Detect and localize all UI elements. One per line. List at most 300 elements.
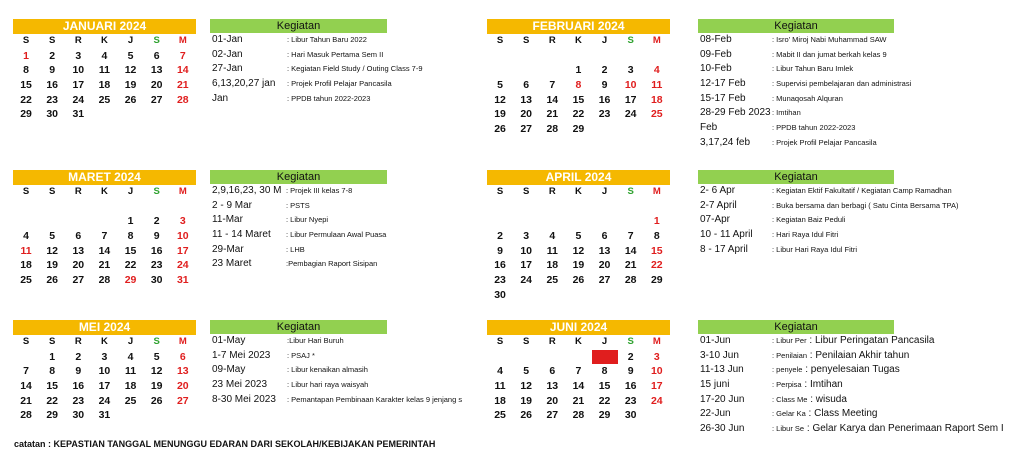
activity-date: 8-30 Mei 2023 [212,393,276,405]
day-cell: 23 [150,259,163,272]
day-cell: 26 [124,93,137,106]
day-cell: 7 [575,365,582,378]
day-cell: 7 [627,230,634,243]
activity-desc-text: : Projek Profil Pelajar Pancasila [772,137,877,147]
activity-desc [772,92,843,107]
activity-date: 2 - 9 Mar [212,199,253,211]
day-cell: 15 [572,93,585,106]
weekday-label: J [127,186,134,197]
kegiatan-header: Kegiatan [698,19,894,33]
spacer-cell [644,200,670,215]
activity-desc [287,92,370,107]
day-cell: 6 [153,49,160,62]
day-cell: 16 [624,380,637,393]
day-cell: 20 [598,259,611,272]
weekday-label: K [101,336,108,347]
activity-row [210,334,387,349]
day-cell: 28 [176,93,189,106]
activity-row [698,62,894,77]
day-cell: 21 [20,394,32,407]
activity-desc-text: : Libur kenaikan almasih [287,365,368,375]
day-cell: 18 [546,259,559,272]
activity-desc [287,378,368,393]
day-cell: 17 [72,79,85,92]
day-cell: 20 [546,394,559,407]
day-cell: 1 [49,350,56,363]
activity-date: 15 juni [700,379,730,391]
day-cell: 2 [75,350,82,363]
weekday-label: K [575,186,582,197]
day-cell: 29 [598,409,611,422]
activity-date: 15-17 Feb [700,92,746,104]
activity-desc [772,106,801,121]
day-cell: 12 [46,244,59,257]
activity-desc-overlay: : Gelar Karya dan Penerimaan Raport Sem I [804,423,1004,435]
activity-desc [772,378,843,393]
day-cell: 22 [124,259,137,272]
weekday-label: S [523,336,530,347]
day-cell: 25 [546,274,559,287]
weekday-label: S [496,336,504,347]
activity-row [210,48,387,63]
day-cell: 10 [650,365,663,378]
day-cell: 5 [49,230,56,243]
activity-row [210,228,387,243]
kegiatan-maret [210,170,387,272]
activity-desc-text: : Libur Nyepi [286,215,329,225]
activity-desc-text: : Hari Masuk Pertama Sem II [287,49,384,59]
activity-row [698,77,912,92]
activity-date: 11-13 Jun [700,364,744,376]
day-cell: 25 [650,108,663,121]
activity-desc-text: : Kegiatan Ektif Fakultatif / Kegiatan Camp Ramadhan [772,186,952,195]
activity-row [210,184,387,199]
activity-desc [287,349,315,364]
activity-date: 1-7 Mei 2023 [212,349,271,361]
day-cell: 15 [650,244,663,257]
activity-desc-text: : Penilaian [772,350,808,360]
activity-desc-text: : Mabit II dan jumat berkah kelas 9 [772,49,887,59]
weekday-label: S [49,35,56,46]
day-cell: 2 [601,64,608,77]
day-cell: 8 [575,79,582,92]
empty-cell [487,350,513,365]
day-cell: 30 [624,409,637,422]
activity-date: 10-Feb [700,63,732,75]
weekday-label: S [627,336,634,347]
activity-desc-text: :Libur Hari Buruh [287,336,344,345]
day-cell: 29 [650,274,663,287]
day-cell: 9 [75,365,82,378]
day-cell: 19 [572,259,585,272]
day-cell: 1 [592,350,618,365]
kegiatan-juni [698,320,1004,437]
day-cell: 26 [494,123,506,136]
day-cell: 15 [124,244,137,257]
activity-desc [772,228,838,243]
day-cell: 20 [72,259,85,272]
empty-cell [91,214,117,229]
weekday-label: K [575,35,582,46]
day-cell: 22 [598,394,611,407]
activity-desc-overlay: : Penilaian Akhir tahun [807,349,910,361]
empty-cell [487,214,513,229]
day-cell: 27 [72,274,85,287]
activity-row [698,106,894,121]
weekday-label: R [548,186,556,197]
day-cell: 28 [624,274,637,287]
weekday-label: R [548,336,556,347]
day-cell: 19 [520,394,533,407]
day-cell: 13 [598,244,611,257]
day-cell: 24 [520,274,533,287]
day-cell: 27 [150,93,163,106]
activity-desc-text: : Pemantapan Pembinaan Karakter kelas 9 jenjang s [287,394,463,404]
activity-date: 28-29 Feb 2023 [700,107,771,119]
activity-desc [286,243,305,258]
weekday-label: R [74,186,82,197]
day-cell: 23 [624,394,637,407]
empty-cell [13,214,39,229]
activity-desc-text: : Imtihan [772,108,801,118]
day-cell: 18 [494,394,506,407]
spacer-cell [618,49,644,64]
spacer-cell [487,49,513,64]
activity-date: 01-May [212,335,246,346]
day-cell: 25 [20,274,32,287]
calendar-grid [487,335,670,423]
day-cell: 17 [520,259,533,272]
calendar-grid [13,185,196,288]
activity-row [698,363,900,378]
spacer-cell [618,200,644,215]
day-cell: 8 [23,64,29,77]
activity-row [210,92,387,107]
activity-desc [772,213,845,228]
day-cell: 13 [150,64,163,77]
activity-desc [772,393,847,408]
day-cell: 25 [98,93,111,106]
activity-desc-overlay: : wisuda [807,393,847,405]
activity-desc-overlay: : Class Meeting [805,408,878,420]
day-cell: 8 [127,230,134,243]
day-cell: 30 [150,274,163,287]
activity-desc [772,422,1004,437]
weekday-label: K [101,186,108,197]
day-cell: 30 [494,288,506,301]
activity-date: 2-7 April [700,199,737,211]
weekday-label: S [153,336,160,347]
day-cell: 20 [520,108,533,121]
day-cell: 14 [98,244,111,257]
activity-date: 09-Feb [700,48,732,60]
activity-row [698,48,894,63]
day-cell: 24 [72,93,85,106]
day-cell: 12 [150,365,163,378]
weekday-label: S [153,35,160,46]
day-cell: 6 [179,350,186,363]
activity-row [698,334,935,349]
activity-date: 02-Jan [212,48,243,60]
weekday-label: J [601,35,608,46]
weekday-label: S [627,35,634,46]
day-cell: 21 [572,394,585,407]
weekday-label: S [496,35,504,46]
day-cell: 9 [627,365,634,378]
activity-date: 23 Maret [212,258,252,270]
activity-desc-text: : Libur Tahun Baru 2022 [287,35,367,44]
day-cell: 15 [598,380,611,393]
calendar-januari [13,19,196,122]
day-cell: 15 [46,380,59,393]
day-cell: 17 [624,93,637,106]
day-cell: 11 [125,365,137,378]
weekday-label: K [575,336,582,347]
day-cell: 22 [572,108,585,121]
day-cell: 1 [653,215,660,228]
day-cell: 16 [598,93,611,106]
day-cell: 17 [98,380,111,393]
day-cell: 11 [546,244,558,257]
activity-desc [772,199,958,214]
weekday-label: S [22,336,30,347]
day-cell: 27 [598,274,611,287]
activity-row [698,349,910,364]
weekday-label: S [22,186,30,197]
activity-desc [772,349,909,364]
empty-cell [487,63,513,78]
empty-cell [39,214,65,229]
activity-desc [772,121,855,136]
kegiatan-header: Kegiatan [210,170,387,184]
weekday-label: M [652,186,661,197]
activity-date: 3-10 Jun [700,349,739,361]
day-cell: 14 [624,244,637,257]
day-cell: 24 [650,394,663,407]
day-cell: 9 [601,79,608,92]
day-cell: 21 [624,259,637,272]
day-cell: 13 [546,380,559,393]
activity-date: 08-Feb [700,34,732,45]
weekday-label: M [178,336,187,347]
weekday-label: J [127,336,134,347]
footnote: catatan : KEPASTIAN TANGGAL MENUNGGU EDARAN DARI SEKOLAH/KEBIJAKAN PEMERINTAH [14,439,436,449]
day-cell: 10 [176,230,189,243]
day-cell: 2 [497,230,503,243]
calendar-april [487,170,670,303]
day-cell: 26 [520,409,533,422]
activity-row [698,243,894,258]
calendar-grid [487,185,670,303]
activity-date: Jan [212,92,229,104]
calendar-mei [13,320,196,423]
weekday-label: M [178,35,187,46]
activity-date: 07-Apr [700,214,731,226]
activity-desc-overlay: : penyelesaian Tugas [802,364,900,376]
weekday-label: S [523,35,530,46]
weekday-label: R [74,336,82,347]
day-cell: 13 [520,93,533,106]
spacer-cell [513,49,539,64]
activity-desc [286,184,352,199]
activity-desc [772,48,887,63]
activity-desc [772,334,934,349]
activity-row [210,393,463,408]
activity-desc [772,77,911,92]
day-cell: 20 [176,380,189,393]
day-cell: 4 [23,230,29,243]
day-cell: 29 [20,108,32,121]
day-cell: 17 [176,244,189,257]
activity-date: 01-Jan [212,34,243,45]
calendar-grid [13,34,196,122]
day-cell: 9 [153,230,160,243]
activity-desc-text: : PPDB tahun 2022-2023 [772,123,856,133]
day-cell: 31 [176,274,189,287]
activity-row [698,378,894,393]
weekday-label: S [22,35,30,46]
activity-row [210,62,423,77]
activity-desc-text: : Gelar Ka [772,409,806,419]
activity-row [698,121,894,136]
day-cell: 5 [153,350,160,363]
spacer-cell [13,200,39,215]
kegiatan-april [698,170,959,257]
day-cell: 13 [176,365,189,378]
day-cell: 13 [72,244,85,257]
weekday-label: J [601,186,608,197]
activity-desc-text: : PSTS [286,200,310,210]
day-cell: 27 [176,394,189,407]
day-cell: 5 [127,49,134,62]
activity-row [210,199,387,214]
empty-cell [539,350,565,365]
activity-desc-overlay: : Imtihan [801,379,843,391]
activity-desc [287,77,392,92]
activity-row [698,184,952,199]
activity-desc [772,243,857,258]
day-cell: 9 [49,64,56,77]
day-cell: 25 [494,409,506,422]
day-cell: 31 [72,108,85,121]
day-cell: 29 [572,123,585,136]
calendar-grid [487,34,670,137]
activity-row [210,349,387,364]
weekday-label: M [652,336,661,347]
activity-row [698,422,1004,437]
activity-desc [287,33,367,48]
day-cell: 22 [46,394,59,407]
activity-desc-overlay: : Libur Peringatan Pancasila [806,335,935,346]
activity-desc-text: : Class Me [772,394,808,404]
day-cell: 7 [549,79,556,92]
day-cell: 19 [494,108,506,121]
activity-row [210,378,387,393]
empty-cell [513,350,539,365]
weekday-label: S [153,186,160,197]
activity-desc-text: : Kegiatan Baiz Peduli [772,215,846,225]
weekday-label: J [601,336,608,347]
weekday-label: R [74,35,82,46]
kegiatan-header: Kegiatan [210,19,387,33]
day-cell: 4 [549,230,556,243]
day-cell: 5 [497,79,503,92]
day-cell: 25 [124,394,137,407]
activity-date: 11-Mar [212,214,243,226]
day-cell: 1 [127,215,134,228]
empty-cell [65,214,91,229]
day-cell: 31 [98,409,111,422]
calendar-juni [487,320,670,423]
activity-desc [286,228,386,243]
weekday-label: R [548,35,556,46]
day-cell: 2 [49,49,56,62]
day-cell: 3 [627,64,634,77]
day-cell: 16 [150,244,163,257]
activity-row [210,213,387,228]
activity-desc [772,33,887,48]
activity-desc [772,136,877,151]
kegiatan-header: Kegiatan [698,320,894,334]
activity-desc-text: : Supervisi pembelajaran dan administrasi [772,79,912,89]
spacer-cell [644,49,670,64]
activity-desc [772,407,877,422]
day-cell: 14 [176,64,189,77]
empty-cell [513,214,539,229]
activity-date: 09-May [212,364,246,376]
day-cell: 4 [127,350,134,363]
activity-date: 3,17,24 feb [700,136,751,148]
day-cell: 10 [624,79,637,92]
activity-row [698,199,959,214]
activity-desc [286,199,310,214]
activity-date: 26-30 Jun [700,423,745,435]
day-cell: 2 [627,350,634,363]
activity-row [698,393,894,408]
day-cell: 23 [598,108,611,121]
day-cell: 3 [75,49,82,62]
weekday-label: M [178,186,187,197]
day-cell: 1 [23,49,29,62]
activity-row [698,228,894,243]
weekday-label: J [127,35,134,46]
weekday-label: M [652,35,661,46]
day-cell: 18 [650,93,663,106]
weekday-label: S [523,186,530,197]
kegiatan-mei [210,320,463,407]
activity-desc-text: : Buka bersama dan berbagi ( Satu Cinta Bersama TPA) [772,200,959,210]
activity-desc [286,257,377,272]
kegiatan-januari [210,19,423,106]
day-cell: 15 [20,79,32,92]
activity-desc-text: : Projek Profil Pelajar Pancasila [287,79,392,89]
day-cell: 20 [150,79,163,92]
day-cell: 26 [150,394,163,407]
day-cell: 21 [98,259,111,272]
day-cell: 10 [520,244,533,257]
day-cell: 3 [101,350,108,363]
day-cell: 18 [20,259,32,272]
activity-row [210,363,387,378]
day-cell: 12 [494,93,506,106]
month-title: MEI 2024 [13,320,196,335]
activity-row [698,92,894,107]
activity-row [698,213,894,228]
activity-row [210,33,387,48]
day-cell: 30 [72,409,85,422]
day-cell: 6 [549,365,556,378]
spacer-cell [487,200,513,215]
